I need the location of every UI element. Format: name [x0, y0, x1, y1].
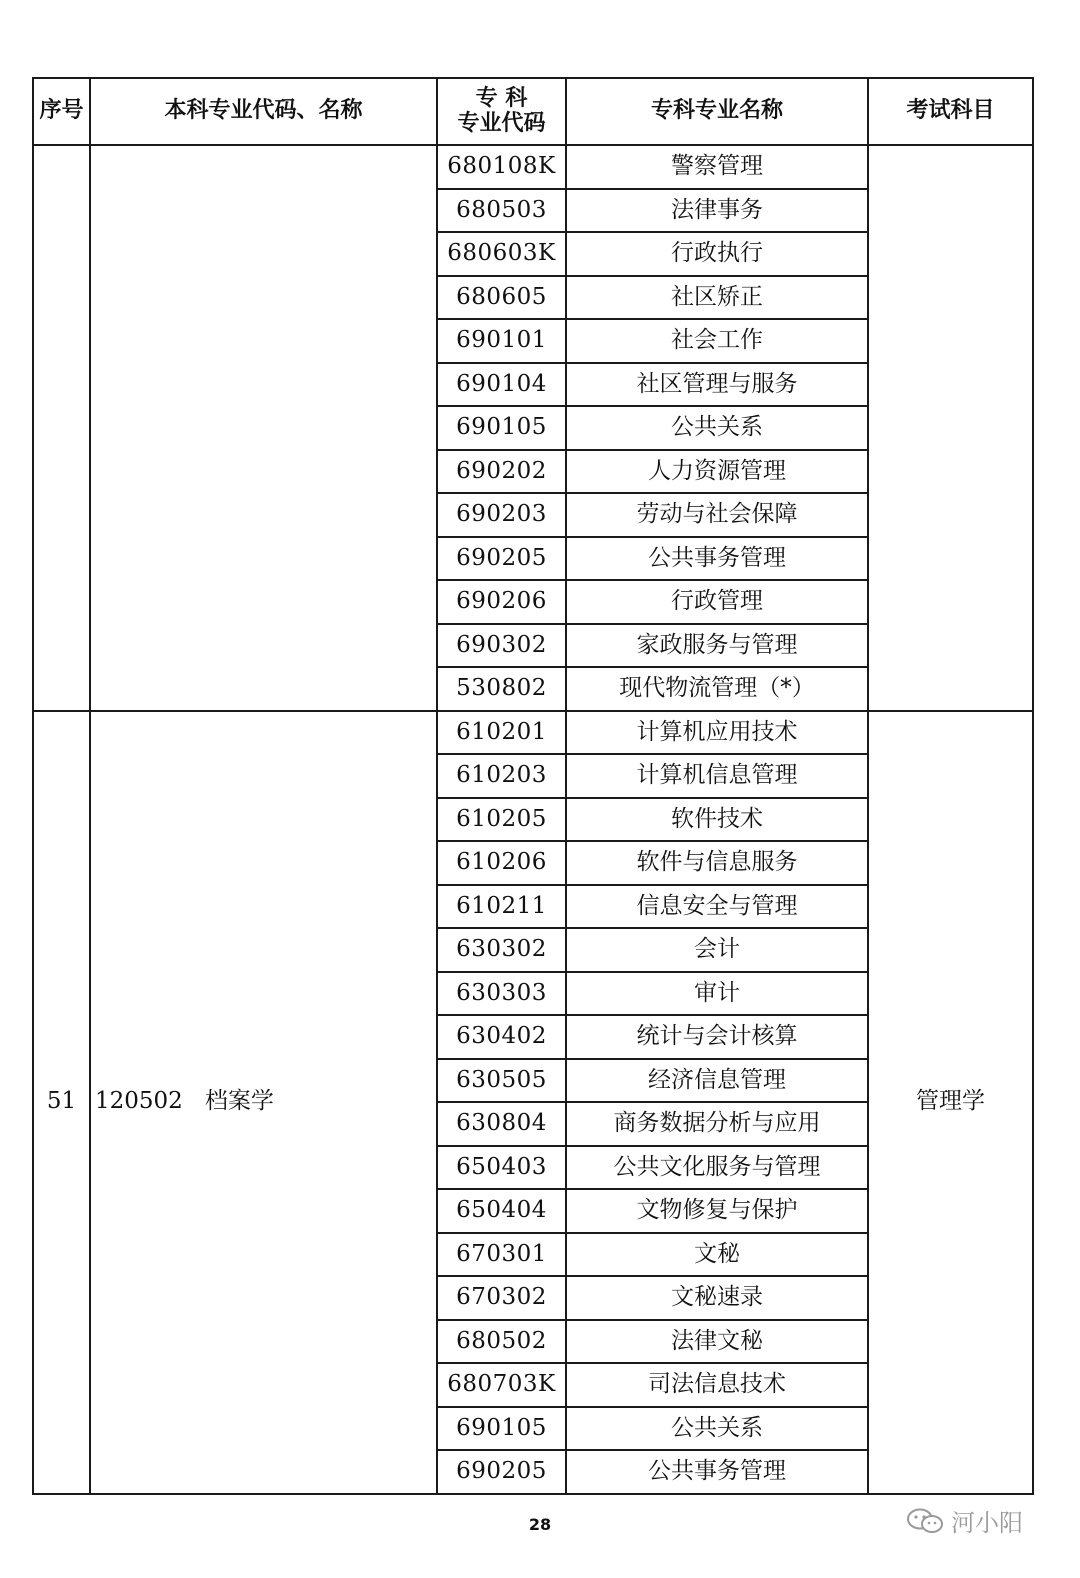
specialty-name: 公共事务管理	[566, 537, 868, 581]
specialty-name: 法律文秘	[566, 1320, 868, 1364]
specialty-name: 商务数据分析与应用	[566, 1102, 868, 1146]
specialty-code: 630302	[437, 928, 566, 972]
specialty-code: 680502	[437, 1320, 566, 1364]
specialty-code: 690105	[437, 406, 566, 450]
specialty-code: 690203	[437, 493, 566, 537]
specialty-name: 会计	[566, 928, 868, 972]
specialty-name: 社区矫正	[566, 276, 868, 320]
specialty-name: 社会工作	[566, 319, 868, 363]
specialty-name: 经济信息管理	[566, 1059, 868, 1103]
specialty-name: 统计与会计核算	[566, 1015, 868, 1059]
undergrad-cell	[90, 711, 437, 1494]
header-subject: 考试科目	[868, 78, 1033, 145]
specialty-name: 计算机信息管理	[566, 754, 868, 798]
specialty-code: 680503	[437, 189, 566, 233]
seq-cell: 51	[33, 711, 90, 1494]
specialty-code: 690104	[437, 363, 566, 407]
specialty-name: 家政服务与管理	[566, 624, 868, 668]
header-code-line1: 专 科	[475, 86, 528, 112]
specialty-code: 690205	[437, 1450, 566, 1494]
specialty-code: 690105	[437, 1407, 566, 1451]
header-row	[33, 78, 1033, 145]
header-name: 专科专业名称	[566, 78, 868, 145]
specialty-name: 劳动与社会保障	[566, 493, 868, 537]
specialty-code: 680108K	[437, 145, 566, 189]
specialty-code: 610205	[437, 798, 566, 842]
specialty-name: 警察管理	[566, 145, 868, 189]
specialty-name: 文秘	[566, 1233, 868, 1277]
specialty-code: 630505	[437, 1059, 566, 1103]
specialty-code: 610201	[437, 711, 566, 755]
undergrad-cell	[90, 145, 437, 711]
specialty-code: 680603K	[437, 232, 566, 276]
specialty-name: 软件技术	[566, 798, 868, 842]
specialty-name: 软件与信息服务	[566, 841, 868, 885]
specialty-code: 610211	[437, 885, 566, 929]
table-row	[33, 145, 1033, 189]
specialty-code: 680605	[437, 276, 566, 320]
subject-cell: 管理学	[868, 711, 1033, 1494]
subject-cell	[868, 145, 1033, 711]
specialty-name: 司法信息技术	[566, 1363, 868, 1407]
specialty-name: 社区管理与服务	[566, 363, 868, 407]
specialty-name: 计算机应用技术	[566, 711, 868, 755]
header-undergrad: 本科专业代码、名称	[90, 78, 437, 145]
watermark	[905, 1503, 1023, 1538]
watermark-text: 河小阳	[951, 1509, 1023, 1537]
undergrad-code: 120502	[95, 1088, 183, 1115]
specialty-name: 信息安全与管理	[566, 885, 868, 929]
specialty-name: 法律事务	[566, 189, 868, 233]
specialty-name: 人力资源管理	[566, 450, 868, 494]
seq-cell	[33, 145, 90, 711]
wechat-icon	[905, 1507, 945, 1535]
specialty-code: 630402	[437, 1015, 566, 1059]
specialty-code: 670301	[437, 1233, 566, 1277]
page-number: 28	[528, 1515, 552, 1534]
specialty-name: 公共关系	[566, 406, 868, 450]
header-code-line2: 专业代码	[457, 110, 546, 136]
specialty-code: 610206	[437, 841, 566, 885]
specialty-code: 690101	[437, 319, 566, 363]
major-table	[32, 77, 1034, 1495]
specialty-code: 690302	[437, 624, 566, 668]
header-code	[437, 78, 566, 145]
header-seq: 序号	[33, 78, 90, 145]
specialty-name: 行政执行	[566, 232, 868, 276]
specialty-code: 690205	[437, 537, 566, 581]
specialty-code: 630303	[437, 972, 566, 1016]
specialty-name: 公共关系	[566, 1407, 868, 1451]
specialty-name: 行政管理	[566, 580, 868, 624]
specialty-code: 630804	[437, 1102, 566, 1146]
specialty-code: 690202	[437, 450, 566, 494]
undergrad-name: 档案学	[204, 1088, 274, 1115]
specialty-code: 690206	[437, 580, 566, 624]
specialty-code: 650404	[437, 1189, 566, 1233]
specialty-name: 文物修复与保护	[566, 1189, 868, 1233]
specialty-name: 现代物流管理（*）	[566, 667, 868, 711]
specialty-name: 文秘速录	[566, 1276, 868, 1320]
specialty-name: 审计	[566, 972, 868, 1016]
specialty-code: 530802	[437, 667, 566, 711]
specialty-name: 公共事务管理	[566, 1450, 868, 1494]
specialty-code: 610203	[437, 754, 566, 798]
specialty-code: 650403	[437, 1146, 566, 1190]
table-row	[33, 711, 1033, 755]
specialty-name: 公共文化服务与管理	[566, 1146, 868, 1190]
specialty-code: 670302	[437, 1276, 566, 1320]
specialty-code: 680703K	[437, 1363, 566, 1407]
table-body	[33, 145, 1033, 1494]
